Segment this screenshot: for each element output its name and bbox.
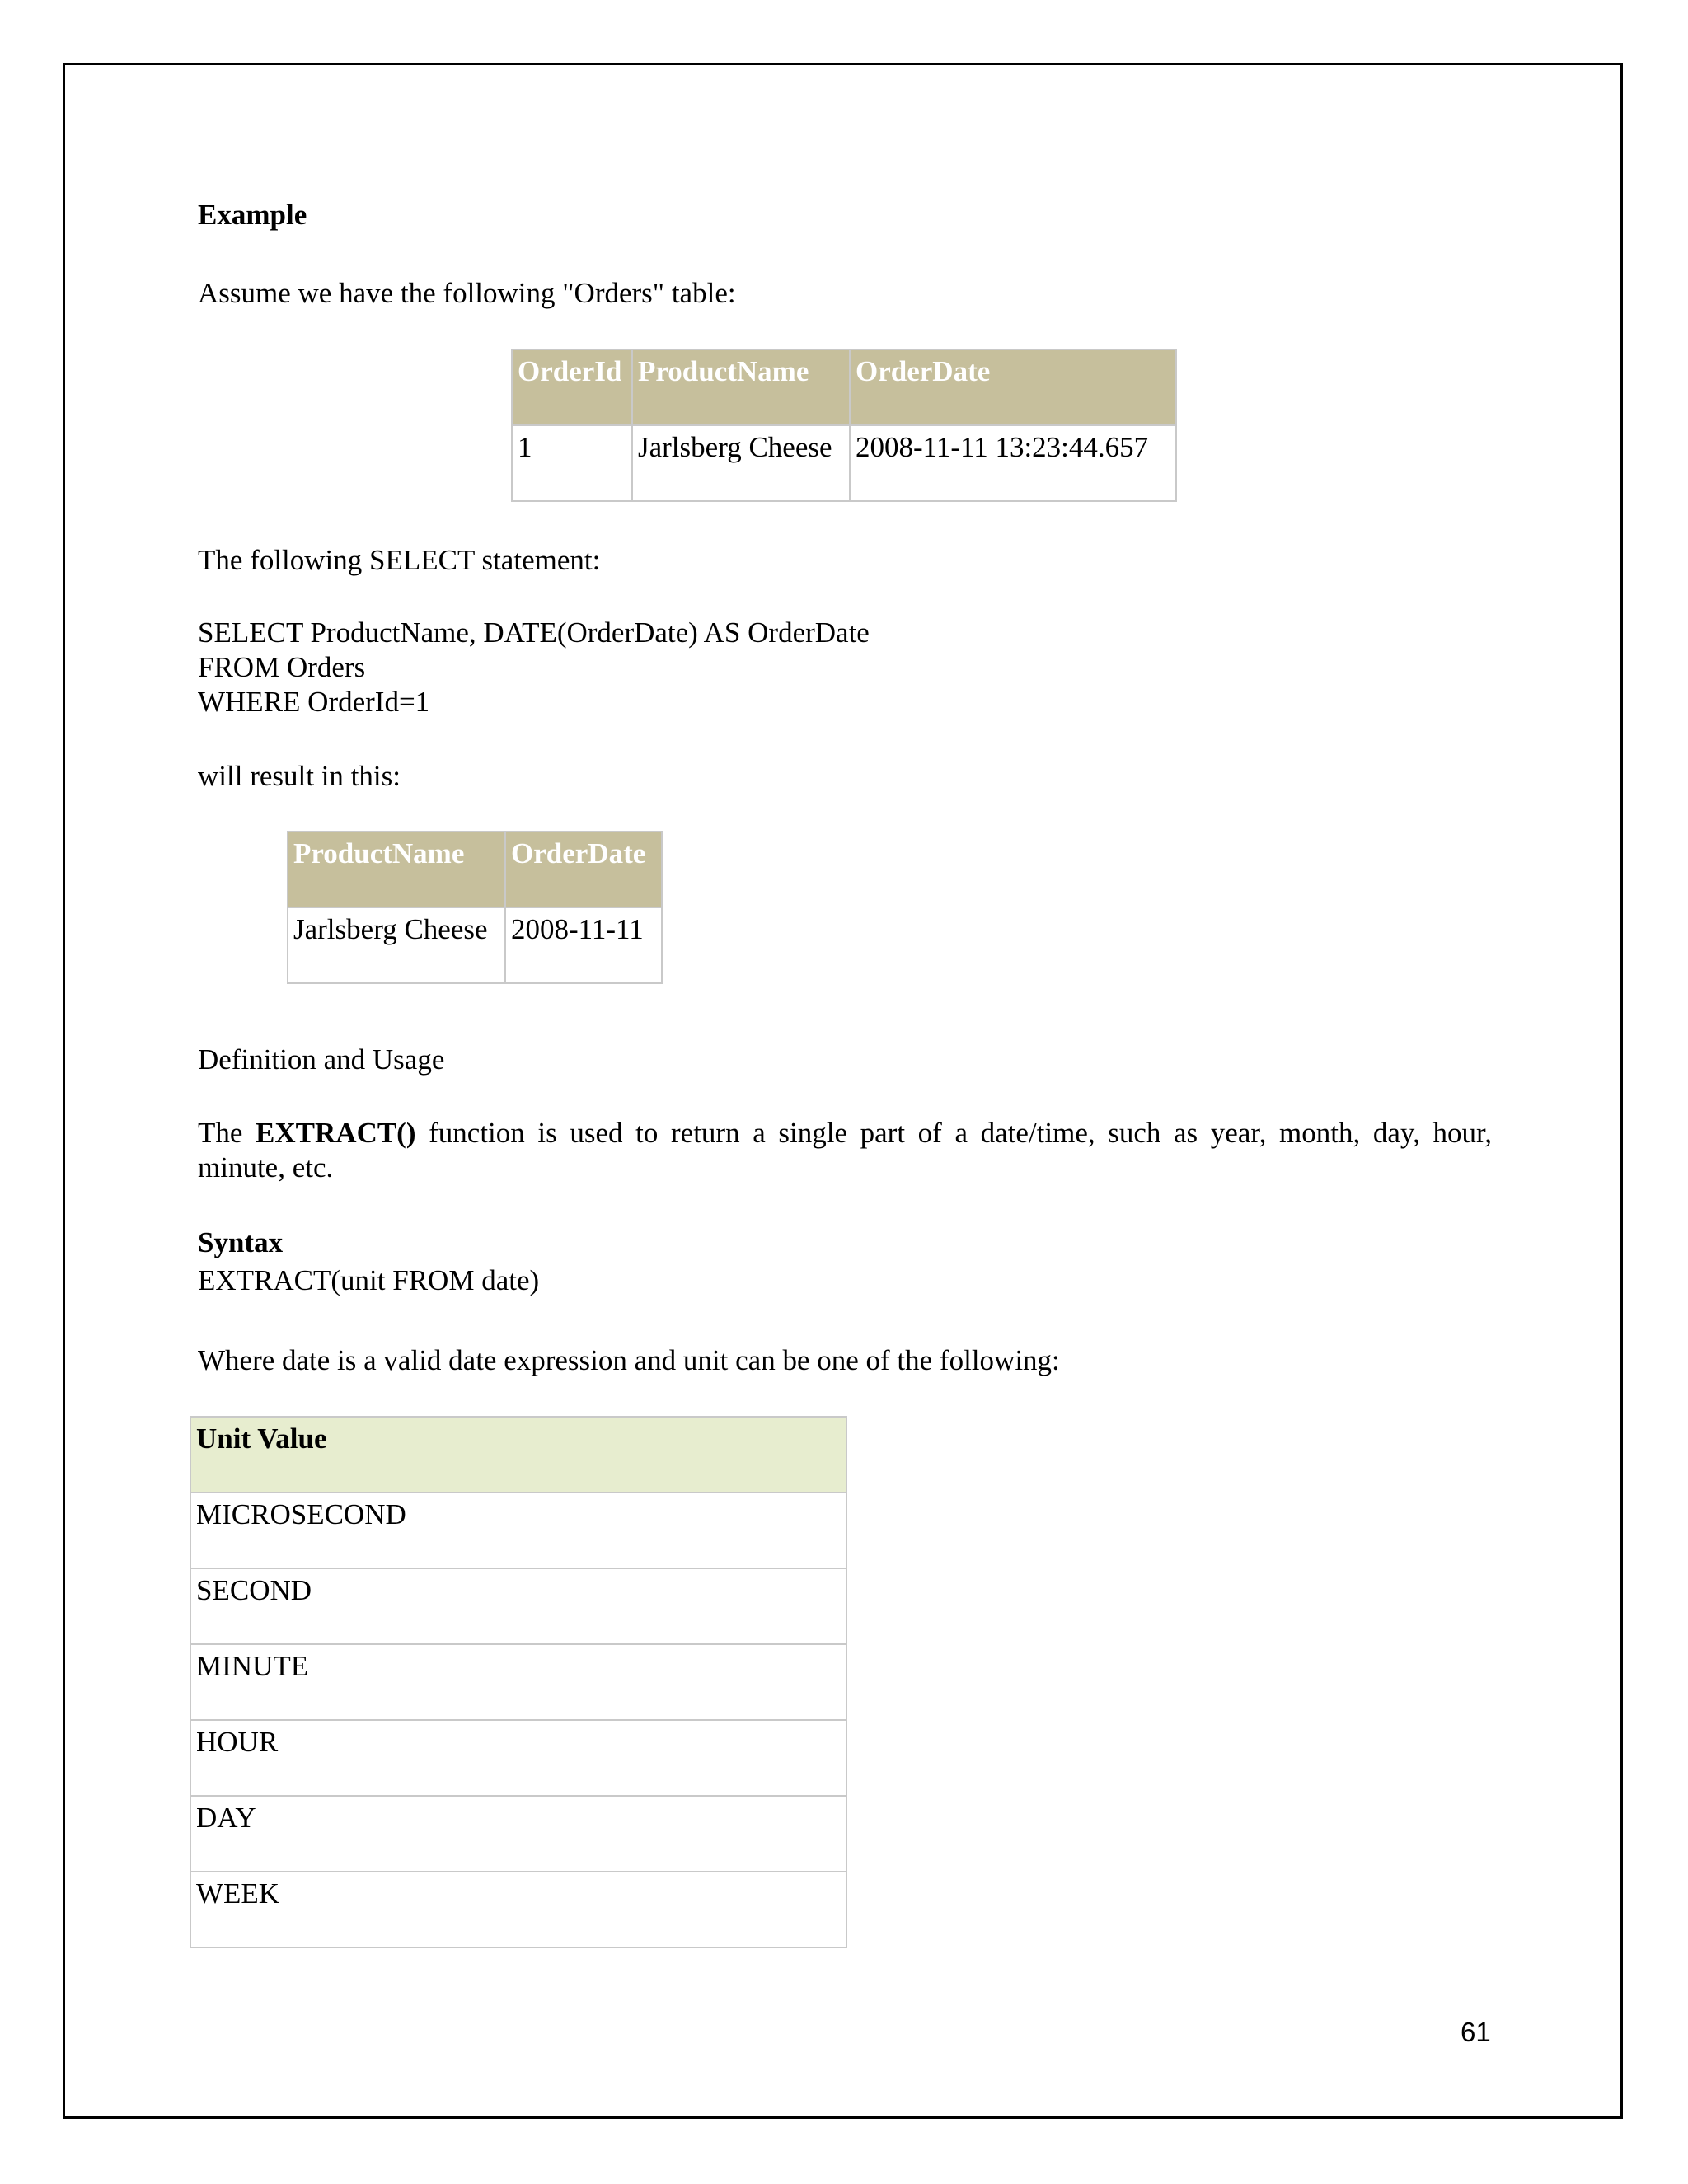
table-header-cell: OrderId: [512, 349, 632, 425]
table-header-cell: OrderDate: [850, 349, 1176, 425]
table-row: [190, 1796, 846, 1872]
syntax-text: EXTRACT(unit FROM date): [198, 1264, 540, 1296]
table-row: [190, 1720, 846, 1796]
where-text: Where date is a valid date expression and unit can be one of the following:: [198, 1344, 1060, 1376]
definition-paragraph: [198, 1116, 1492, 1185]
function-name: EXTRACT(): [256, 1117, 416, 1149]
sql-line: FROM Orders: [198, 651, 366, 683]
table-header-cell: ProductName: [632, 349, 850, 425]
result-intro: will result in this:: [198, 760, 401, 792]
table-header-cell: Unit Value: [190, 1417, 846, 1493]
table-cell: Jarlsberg Cheese: [288, 907, 505, 983]
sql-line: WHERE OrderId=1: [198, 686, 430, 718]
table-cell: Jarlsberg Cheese: [632, 425, 850, 501]
table-row: [190, 1568, 846, 1644]
table-header-row: [512, 349, 1176, 425]
table-cell: MICROSECOND: [190, 1493, 846, 1568]
table-header-row: [288, 832, 662, 907]
table-cell: DAY: [190, 1796, 846, 1872]
table-cell: MINUTE: [190, 1644, 846, 1720]
result-table: [287, 831, 663, 984]
definition-line-1: [198, 1116, 1492, 1151]
example-heading: Example: [198, 199, 307, 231]
sql-code-block: [198, 616, 870, 719]
table-cell: 2008-11-11: [505, 907, 662, 983]
definition-prefix: The: [198, 1117, 256, 1149]
page-number: 61: [1461, 2017, 1491, 2047]
orders-table: [511, 349, 1177, 502]
definition-line-2: minute, etc.: [198, 1151, 334, 1183]
table-row: [190, 1872, 846, 1947]
definition-heading: Definition and Usage: [198, 1043, 445, 1076]
table-cell: HOUR: [190, 1720, 846, 1796]
syntax-heading: Syntax: [198, 1226, 284, 1258]
table-header-cell: ProductName: [288, 832, 505, 907]
table-row: [190, 1644, 846, 1720]
table-header-row: [190, 1417, 846, 1493]
table-cell: SECOND: [190, 1568, 846, 1644]
table-row: [288, 907, 662, 983]
table-cell: 1: [512, 425, 632, 501]
definition-rest: function is used to return a single part of a date/time, such as year, month, day, hour,: [415, 1117, 1492, 1149]
table-row: [512, 425, 1176, 501]
sql-line: SELECT ProductName, DATE(OrderDate) AS OrderDate: [198, 616, 870, 649]
select-intro: The following SELECT statement:: [198, 544, 601, 576]
table-cell: 2008-11-11 13:23:44.657: [850, 425, 1176, 501]
intro-text: Assume we have the following "Orders" table:: [198, 277, 736, 309]
units-table: [190, 1416, 847, 1948]
table-cell: WEEK: [190, 1872, 846, 1947]
table-header-cell: OrderDate: [505, 832, 662, 907]
table-row: [190, 1493, 846, 1568]
